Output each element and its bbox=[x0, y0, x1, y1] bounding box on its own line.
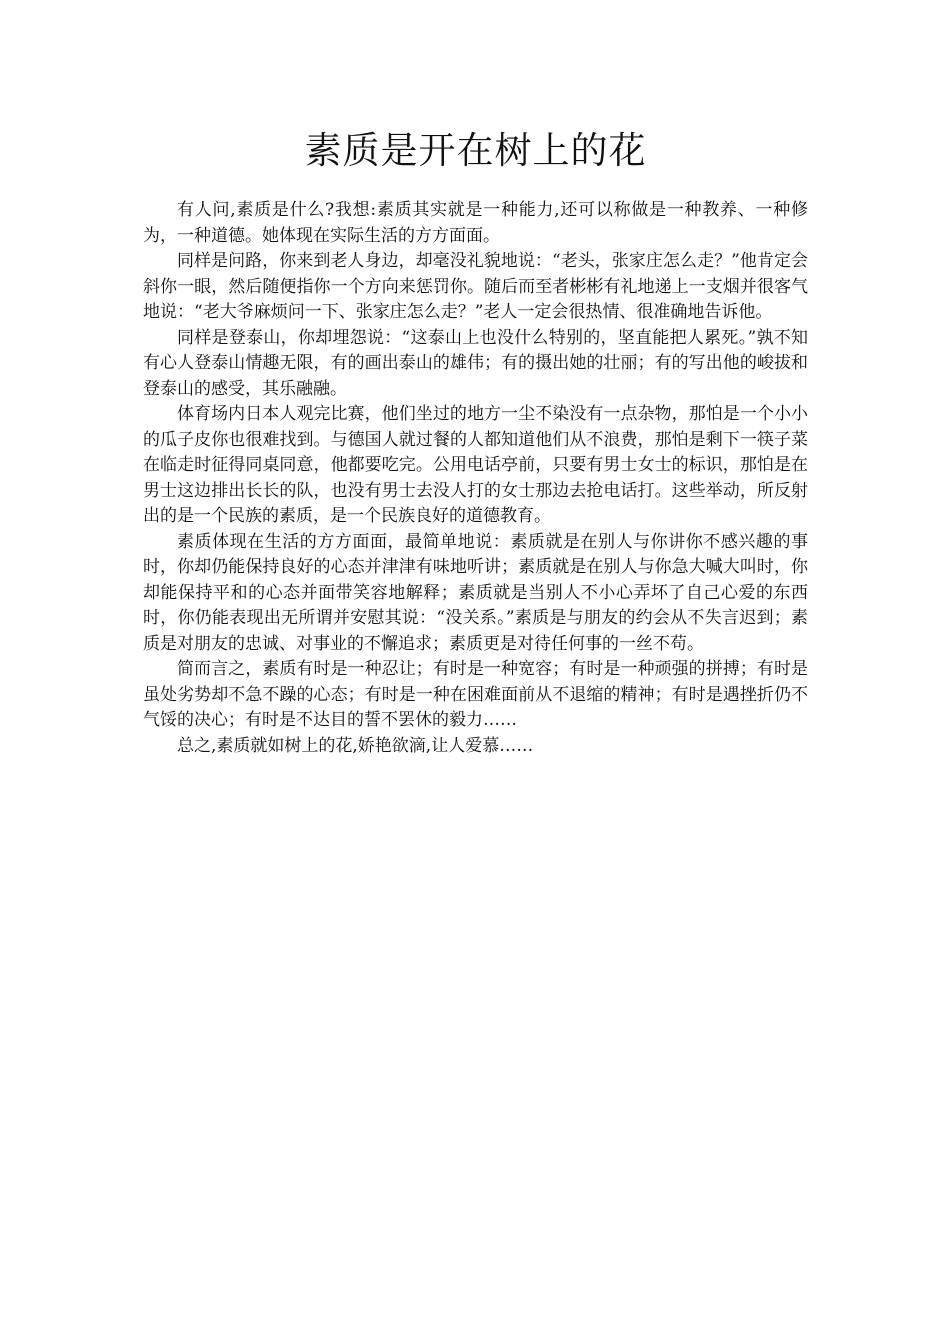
paragraph-1: 有人问,素质是什么?我想:素质其实就是一种能力,还可以称做是一种教养、一种修为，一种道德。她体现在实际生活的方方面面。 bbox=[143, 200, 808, 246]
paragraph-5: 素质体现在生活的方方面面，最简单地说：素质就是在别人与你讲你不感兴趣的事时，你却仍能保持良好的心态并津津有味地听讲；素质就是在别人与你急大喊大叫时，你却能保持平和的心态并面带笑容地解释；素质就是当别人不小心弄坏了自己心爱的东西时，你仍能表现出无所谓并安慰其说：“没关系。”素质是与朋友的约会从不失言迟到；素质是对朋友的忠诚、对事业的不懈追求；素质更是对待任何事的一丝不苟。 bbox=[143, 531, 808, 654]
paragraph-7: 总之,素质就如树上的花,娇艳欲滴,让人爱慕…… bbox=[177, 735, 534, 756]
paragraph-4: 体育场内日本人观完比赛，他们坐过的地方一尘不染没有一点杂物，那怕是一个小小的瓜子皮你也很难找到。与德国人就过餐的人都知道他们从不浪费，那怕是剩下一筷子菜在临走时征得同桌同意，他都要吃完。公用电话亭前，只要有男士女士的标识，那怕是在男士这边排出长长的队，也没有男士去没人打的女士那边去抢电话打。这些举动，所反射出的是一个民族的素质，是一个民族良好的道德教育。 bbox=[143, 404, 808, 526]
paragraph-6: 简而言之，素质有时是一种忍让；有时是一种宽容；有时是一种顽强的拼搏；有时是虽处劣势却不急不躁的心态；有时是一种在困难面前从不退缩的精神；有时是遇挫折仍不气馁的决心；有时是不达目的誓不罢休的毅力…… bbox=[143, 659, 808, 730]
document-body bbox=[143, 198, 808, 759]
paragraph-3: 同样是登泰山，你却埋怨说：“这泰山上也没什么特别的，坚直能把人累死。”孰不知有心人登泰山情趣无限，有的画出泰山的雄伟；有的摄出她的壮丽；有的写出他的峻拔和登泰山的感受，其乐融融。 bbox=[143, 327, 808, 399]
paragraph-2: 同样是问路，你来到老人身边，却毫没礼貌地说：“老头，张家庄怎么走？”他肯定会斜你一眼，然后随便指你一个方向来惩罚你。随后而至者彬彬有礼地递上一支烟并很客气地说：“老大爷麻烦问一下、张家庄怎么走？”老人一定会很热情、很准确地告诉他。 bbox=[143, 251, 808, 322]
document-title: 素质是开在树上的花 bbox=[304, 129, 647, 172]
document-page bbox=[143, 0, 808, 759]
